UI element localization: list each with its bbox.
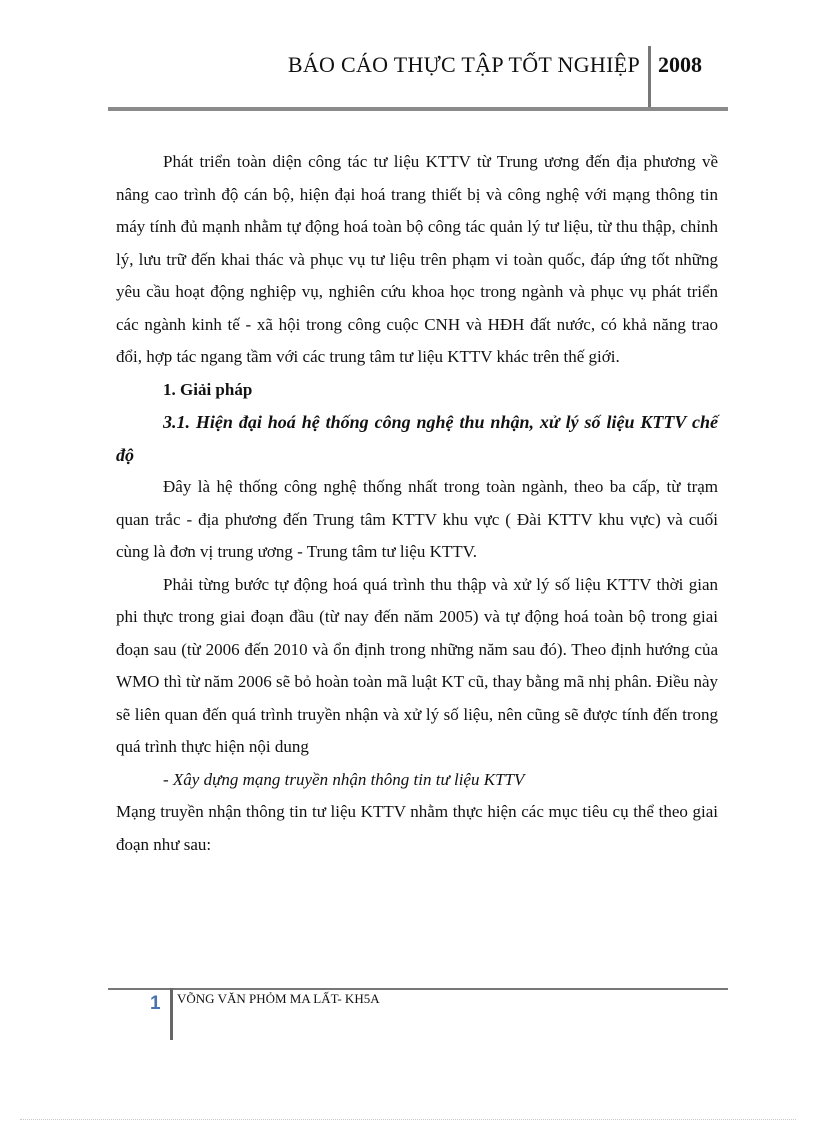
- page-number: 1: [150, 993, 161, 1014]
- section-heading: 1. Giải pháp: [163, 379, 253, 399]
- footer-rule: [108, 988, 728, 990]
- page-edge-divider: [20, 1119, 796, 1120]
- header-title: BÁO CÁO THỰC TẬP TỐT NGHIỆP: [287, 52, 640, 77]
- document-body: [116, 146, 718, 861]
- header-divider-vertical: [648, 46, 651, 110]
- header-rule: [108, 107, 728, 111]
- subsection-heading: 3.1. Hiện đại hoá hệ thống công nghệ thu nhận, xử lý số liệu KTTV chế độ: [116, 412, 718, 465]
- bullet-item: - Xây dựng mạng truyền nhận thông tin tư liệu KTTV: [163, 769, 525, 789]
- intro-paragraph: Phát triển toàn diện công tác tư liệu KTTV từ Trung ương đến địa phương về nâng cao trình độ cán bộ, hiện đại hoá trang thiết bị và công nghệ với mạng thông tin máy tính đủ mạnh nhằm tự động hoá toàn bộ công tác quản lý tư liệu, từ thu thập, chỉnh lý, lưu trữ đến khai thác và phục vụ tư liệu trên phạm vi toàn quốc, đáp ứng tốt những yêu cầu hoạt động nghiệp vụ, nghiên cứu khoa học trong ngành và phục vụ phát triển các ngành kinh tế - xã hội trong công cuộc CNH và HĐH đất nước, có khả năng trao đổi, hợp tác ngang tầm với các trung tâm tư liệu KTTV khác trên thế giới.: [116, 152, 718, 366]
- footer-divider-vertical: [170, 988, 173, 1040]
- body-paragraph: Đây là hệ thống công nghệ thống nhất trong toàn ngành, theo ba cấp, từ trạm quan trắc - địa phương đến Trung tâm KTTV khu vực ( Đài KTTV khu vực) và cuối cùng là đơn vị trung ương - Trung tâm tư liệu KTTV.: [116, 477, 718, 561]
- header-year: 2008: [658, 52, 702, 77]
- body-paragraph: Mạng truyền nhận thông tin tư liệu KTTV nhằm thực hiện các mục tiêu cụ thể theo giai đoạn như sau:: [116, 802, 718, 854]
- body-paragraph: Phải từng bước tự động hoá quá trình thu thập và xử lý số liệu KTTV thời gian phi thực trong giai đoạn đầu (từ nay đến năm 2005) và tự động hoá toàn bộ trong giai đoạn sau (từ 2006 đến 2010 và ổn định trong những năm sau đó). Theo định hướng của WMO thì từ năm 2006 sẽ bỏ hoàn toàn mã luật KT cũ, thay bằng mã nhị phân. Điều này sẽ liên quan đến quá trình truyền nhận và xử lý số liệu, nên cũng sẽ được tính đến trong quá trình thực hiện nội dung: [116, 574, 718, 756]
- footer-author: VÕNG VĂN PHỎM MA LẤT- KH5A: [177, 991, 380, 1006]
